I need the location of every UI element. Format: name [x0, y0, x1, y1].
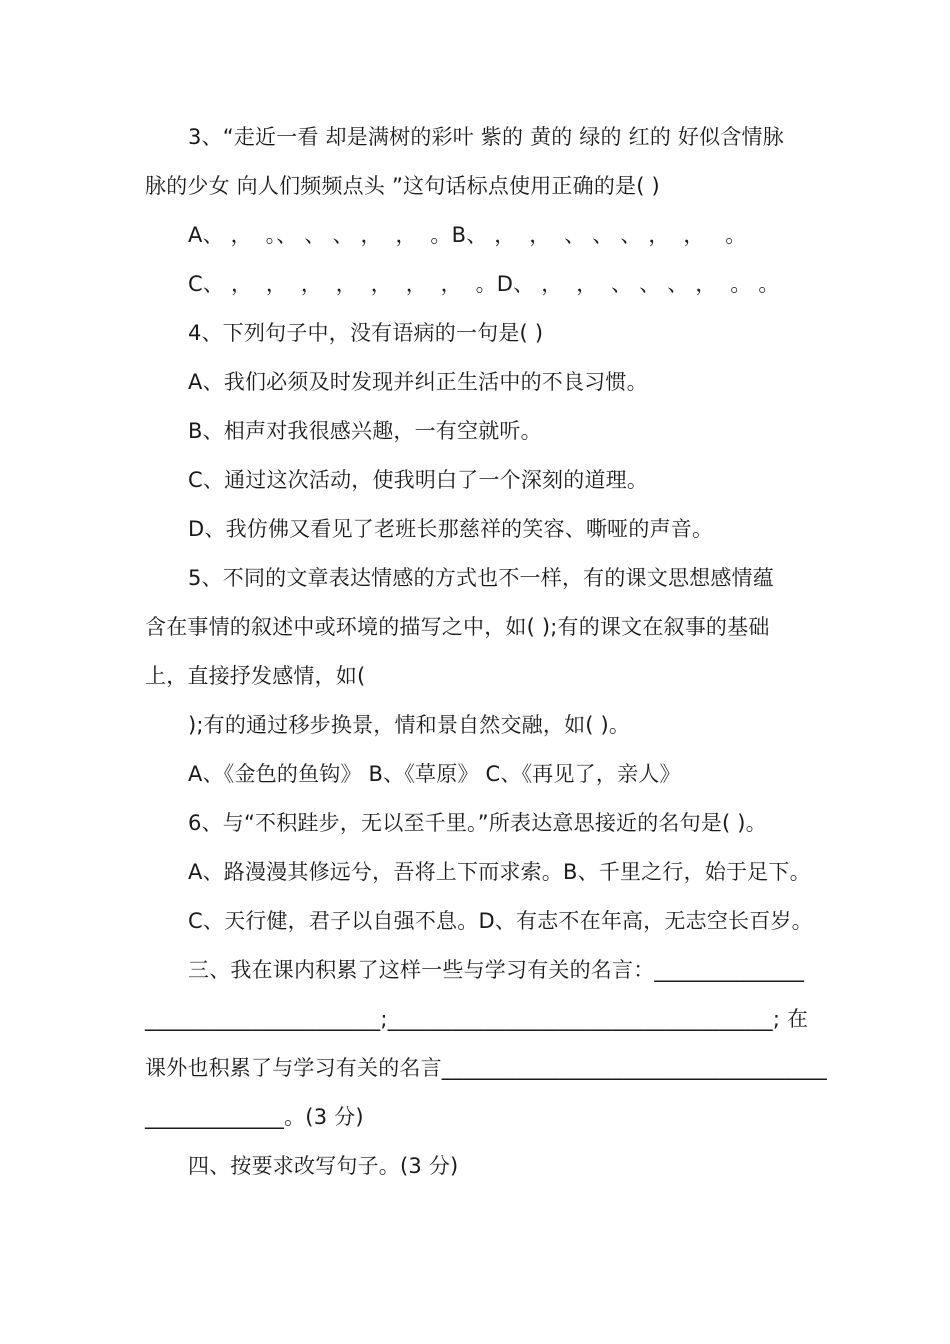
- question-6-options-cd: C、天行健，君子以自强不息。D、有志不在年高，无志空长百岁。: [188, 909, 813, 933]
- question-3-line-1: 3、“走近一看 却是满树的彩叶 紫的 黄的 绿的 红的 好似含情脉: [188, 125, 784, 149]
- question-4-stem: 4、下列句子中，没有语病的一句是( ): [188, 321, 544, 345]
- question-4-option-b: B、相声对我很感兴趣，一有空就听。: [188, 419, 542, 443]
- question-3-options-cd: C、 ， ， ， ， ， ， ， 。D、 ， ， 、 、 、 ， 。 。: [188, 272, 780, 296]
- question-6-options-ab: A、路漫漫其修远兮，吾将上下而求索。B、千里之行，始于足下。: [188, 860, 811, 884]
- section-3-line-3: 课外也积累了与学习有关的名言____________________________________: [145, 1056, 827, 1080]
- question-4-option-c: C、通过这次活动，使我明白了一个深刻的道理。: [188, 468, 649, 492]
- question-5-options: A、《金色的鱼钩》 B、《草原》 C、《再见了，亲人》: [188, 762, 681, 786]
- section-3-line-1: 三、我在课内积累了这样一些与学习有关的名言：______________: [188, 958, 805, 982]
- question-5-line-4: );有的通过移步换景，情和景自然交融，如( )。: [188, 713, 631, 737]
- section-4-heading: 四、按要求改写句子。(3 分): [188, 1154, 459, 1178]
- question-3-line-2: 脉的少女 向人们频频点头 ”这句话标点使用正确的是( ): [145, 174, 660, 198]
- question-4-option-d: D、我仿佛又看见了老班长那慈祥的笑容、嘶哑的声音。: [188, 517, 714, 541]
- question-6-stem: 6、与“不积跬步，无以至千里。”所表达意思接近的名句是( )。: [188, 811, 767, 835]
- question-5-line-3: 上，直接抒发感情，如(: [145, 664, 366, 688]
- question-3-options-ab: A、 ， 。、 、 、 ， ， 。B、 ， ， 、 、 、 ， ， 。: [188, 223, 747, 247]
- question-4-option-a: A、我们必须及时发现并纠正生活中的不良习惯。: [188, 370, 648, 394]
- section-3-line-2: ______________________;____________________________________; 在: [145, 1007, 809, 1031]
- section-3-line-4: _____________。(3 分): [145, 1105, 364, 1129]
- question-5-line-2: 含在事情的叙述中或环境的描写之中，如( );有的课文在叙事的基础: [145, 615, 770, 639]
- question-5-line-1: 5、不同的文章表达情感的方式也不一样，有的课文思想感情蕴: [188, 566, 774, 590]
